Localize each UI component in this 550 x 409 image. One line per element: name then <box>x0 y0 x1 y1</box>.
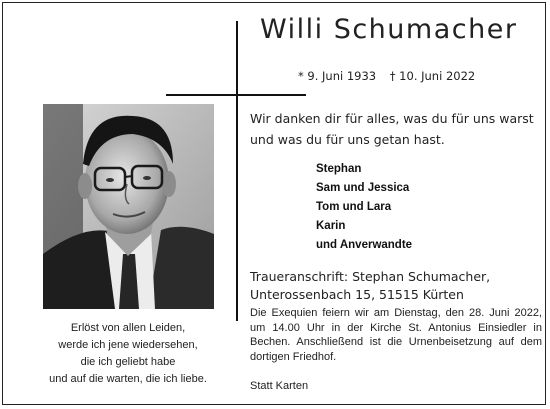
thanks-text <box>250 108 540 150</box>
mourner: Sam und Jessica <box>316 182 410 194</box>
poem-line: werde ich jene wiedersehen, <box>58 339 198 351</box>
address-line-1: Traueranschrift: Stephan Schumacher, <box>250 269 491 284</box>
statt-karten-note: Statt Karten <box>250 380 309 392</box>
address-line-2: Unterossenbach 15, 51515 Kürten <box>250 287 464 302</box>
mourning-address <box>250 268 490 304</box>
deceased-name: Willi Schumacher <box>260 14 518 45</box>
death-date: † 10. Juni 2022 <box>389 69 476 83</box>
mourner: Tom und Lara <box>316 201 392 213</box>
poem <box>18 320 238 388</box>
cross-horizontal-bar <box>166 94 306 96</box>
mourner: und Anverwandte <box>316 239 413 251</box>
poem-line: die ich geliebt habe <box>80 356 176 368</box>
mourners-list <box>316 160 412 255</box>
portrait-illustration <box>43 104 214 309</box>
poem-line: und auf die warten, die ich liebe. <box>49 373 207 385</box>
cross-vertical-bar <box>236 21 238 321</box>
portrait-photo <box>43 104 214 309</box>
mourner: Karin <box>316 220 346 232</box>
thanks-line-1: Wir danken dir für alles, was du für uns warst <box>250 111 534 126</box>
life-dates <box>298 69 485 83</box>
funeral-service-text: Die Exequien feiern wir am Dienstag, den 28. Juni 2022, um 14.00 Uhr in der Kirche St. Antonius Einsiedler in Bechen. Anschließend ist die Urnenbeisetzung auf dem dortigen Friedhof. <box>250 307 542 363</box>
mourner: Stephan <box>316 163 362 175</box>
birth-date: * 9. Juni 1933 <box>298 69 377 83</box>
poem-line: Erlöst von allen Leiden, <box>70 322 186 334</box>
thanks-line-2: und was du für uns getan hast. <box>250 132 445 147</box>
